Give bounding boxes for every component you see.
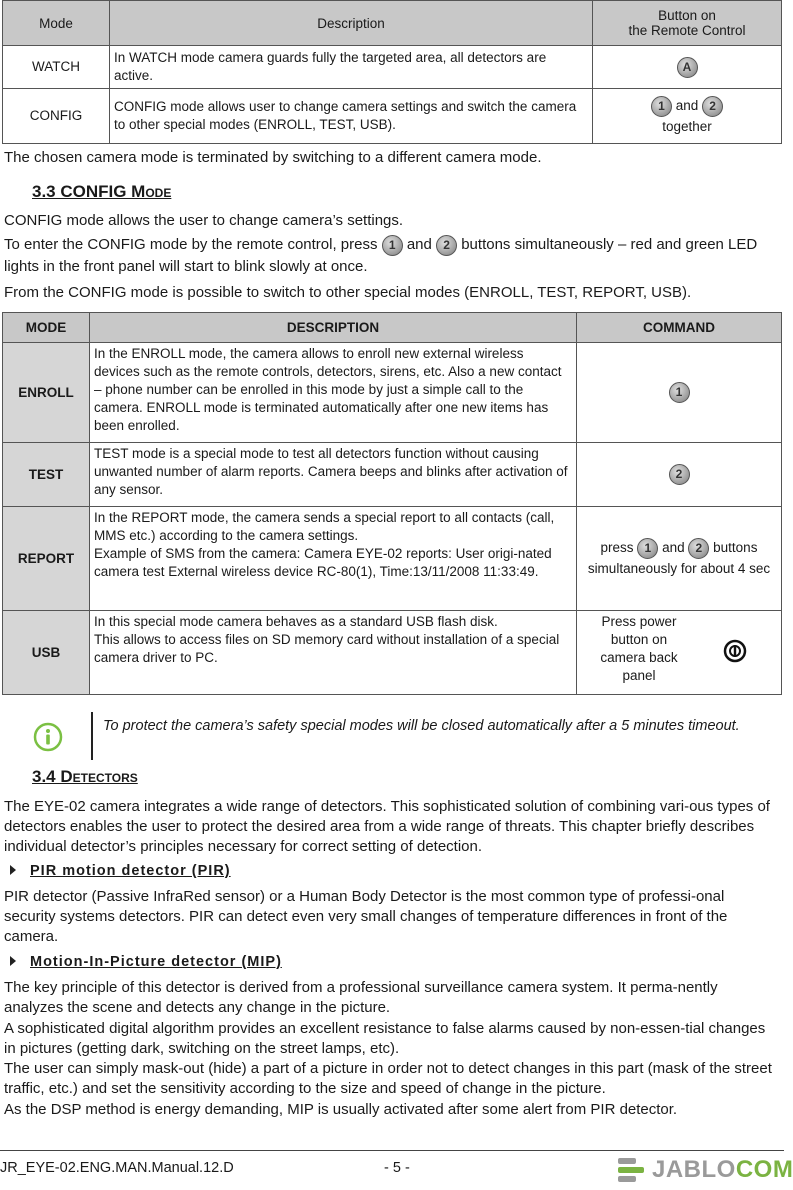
report-description: In the REPORT mode, the camera sends a special report to all contacts (call, MMS etc.) according to the camera settings. Example of SMS from the camera: Camera EYE-02 reports: User origi-nated camera test External wireless device RC-80(1), Time:13/11/2008 11:33:49.: [90, 507, 577, 611]
header-button: Button on the Remote Control: [593, 1, 782, 46]
detectors-intro: The EYE-02 camera integrates a wide range of detectors. This sophisticated solution of combining vari-ous types of detectors enables the user to protect the desired area from a wide range of threats. This chapter briefly describes individual detector’s principles necessary for correct setting of detection.: [4, 798, 770, 855]
watch-mode: WATCH: [3, 46, 110, 89]
config-mode: CONFIG: [3, 89, 110, 144]
button-1-icon: 1: [382, 235, 403, 256]
jablocom-logo: JABLO COM: [616, 1152, 793, 1188]
mip-heading: Motion-In-Picture detector (MIP): [10, 954, 282, 970]
footer-doc-id: JR_EYE-02.ENG.MAN.Manual.12.D: [0, 1160, 234, 1176]
usb-mode: USB: [3, 611, 90, 695]
header-mode: MODE: [3, 313, 90, 343]
button-2-icon: 2: [702, 96, 723, 117]
usb-command-text: Press power button on camera back panel: [600, 614, 678, 683]
bullet-arrow-icon: [10, 956, 16, 966]
enroll-description: In the ENROLL mode, the camera allows to enroll new external wireless devices such as the remote controls, detectors, sirens, etc. Also a new contact – phone number can be enrolled in this mode by just a simple call to the camera. ENROLL mode is terminated automatically after one new items has been enrolled.: [90, 343, 577, 443]
mip-masking: The user can simply mask-out (hide) a part of a picture in order not to detect changes in this part (mask of the street traffic, etc.) and set the sensitivity according to the size and speed of change in the picture.: [4, 1060, 772, 1097]
header-mode: Mode: [3, 1, 110, 46]
jablocom-logo-icon: [616, 1155, 646, 1185]
mip-algorithm: A sophisticated digital algorithm provides an excellent resistance to false alarms caused by non-essen-tial changes in pictures (getting dark, switching on the street lamps, etc).: [4, 1020, 766, 1057]
report-mode: REPORT: [3, 507, 90, 611]
watch-description: In WATCH mode camera guards fully the targeted area, all detectors are active.: [110, 46, 593, 89]
config-description: CONFIG mode allows user to change camera settings and switch the camera to other special modes (ENROLL, TEST, USB).: [110, 89, 593, 144]
mip-principle: The key principle of this detector is derived from a professional surveillance camera system. It perma-nently analyzes the scene and detects any change in the picture.: [4, 979, 718, 1016]
power-button-icon: [723, 639, 747, 663]
header-description: DESCRIPTION: [90, 313, 577, 343]
header-command: COMMAND: [577, 313, 782, 343]
info-icon: [33, 722, 63, 752]
pir-heading: PIR motion detector (PIR): [10, 863, 231, 879]
button-2-icon: 2: [669, 464, 690, 485]
enroll-mode: ENROLL: [3, 343, 90, 443]
test-description: TEST mode is a special mode to test all detectors function without causing unwanted number of alarm reports. Camera beeps and blinks after activation of any sensor.: [90, 443, 577, 507]
button-2-icon: 2: [436, 235, 457, 256]
button-1-icon: 1: [651, 96, 672, 117]
mip-energy: As the DSP method is energy demanding, MIP is usually activated after some alert from PIR detector.: [4, 1101, 678, 1118]
config-enter-text: To enter the CONFIG mode by the remote control, press 1 and 2 buttons simultaneously – red and green LED lights in the front panel will start to blink slowly at once.: [4, 236, 758, 275]
footer-page-number: - 5 -: [384, 1160, 410, 1176]
mode-table-top: Mode Description Button on the Remote Control WATCH In WATCH mode camera guards fully the targeted area, all detectors are active. A CONFIG CONFIG mode allows user to change camera settings and switch the camera to other special modes (ENROLL, TEST, USB). 1 and 2 together: [2, 0, 782, 144]
special-modes-table: MODE DESCRIPTION COMMAND ENROLL In the ENROLL mode, the camera allows to enroll new external wireless devices such as the remote controls, detectors, sirens, etc. Also a new contact – phone number can be enrolled in this mode by just a simple call to the camera. ENROLL mode is terminated automatically after one new items has been enrolled. 1 TEST TEST mode is a special mode to test all detectors function without causing unwanted number of alarm reports. Camera beeps and blinks after activation of any sensor. 2 REPORT In the REPORT mode, the camera sends a special report to all contacts (call, MMS etc.) according to the camera settings. Example of SMS from the camera: Camera EYE-02 reports: User origi-nated camera test External wireless device RC-80(1), Time:13/11/2008 11:33:49. press 1 and 2 buttons simultaneously for about 4 sec USB In this special mode camera behaves as a standard USB flash disk. This allows to access files on SD memory card without installation of a special camera driver to PC. Press power button on camera back panel: [2, 312, 782, 695]
header-description: Description: [110, 1, 593, 46]
section-heading-detectors: 3.4 Detectors: [32, 767, 138, 786]
test-mode: TEST: [3, 443, 90, 507]
usb-description: In this special mode camera behaves as a standard USB flash disk. This allows to access files on SD memory card without installation of a special camera driver to PC.: [90, 611, 577, 695]
safety-note: To protect the camera’s safety special modes will be closed automatically after a 5 minutes timeout.: [103, 718, 740, 734]
config-switch-text: From the CONFIG mode is possible to switch to other special modes (ENROLL, TEST, REPORT, USB).: [4, 284, 692, 301]
button-1-icon: 1: [669, 382, 690, 403]
pir-description: PIR detector (Passive InfraRed sensor) or a Human Body Detector is the most common type of professi-onal security systems detectors. PIR can detect even very small changes of temperature differences in front of the camera.: [4, 888, 728, 945]
note-divider: [91, 712, 93, 760]
section-heading-config: 3.3 CONFIG Mode: [32, 182, 172, 201]
bullet-arrow-icon: [10, 865, 16, 875]
footer-rule: [0, 1150, 784, 1151]
config-intro: CONFIG mode allows the user to change camera’s settings.: [4, 212, 404, 229]
button-2-icon: 2: [688, 538, 709, 559]
button-a-icon: A: [677, 57, 698, 78]
mode-termination-text: The chosen camera mode is terminated by switching to a different camera mode.: [4, 149, 542, 166]
button-1-icon: 1: [637, 538, 658, 559]
